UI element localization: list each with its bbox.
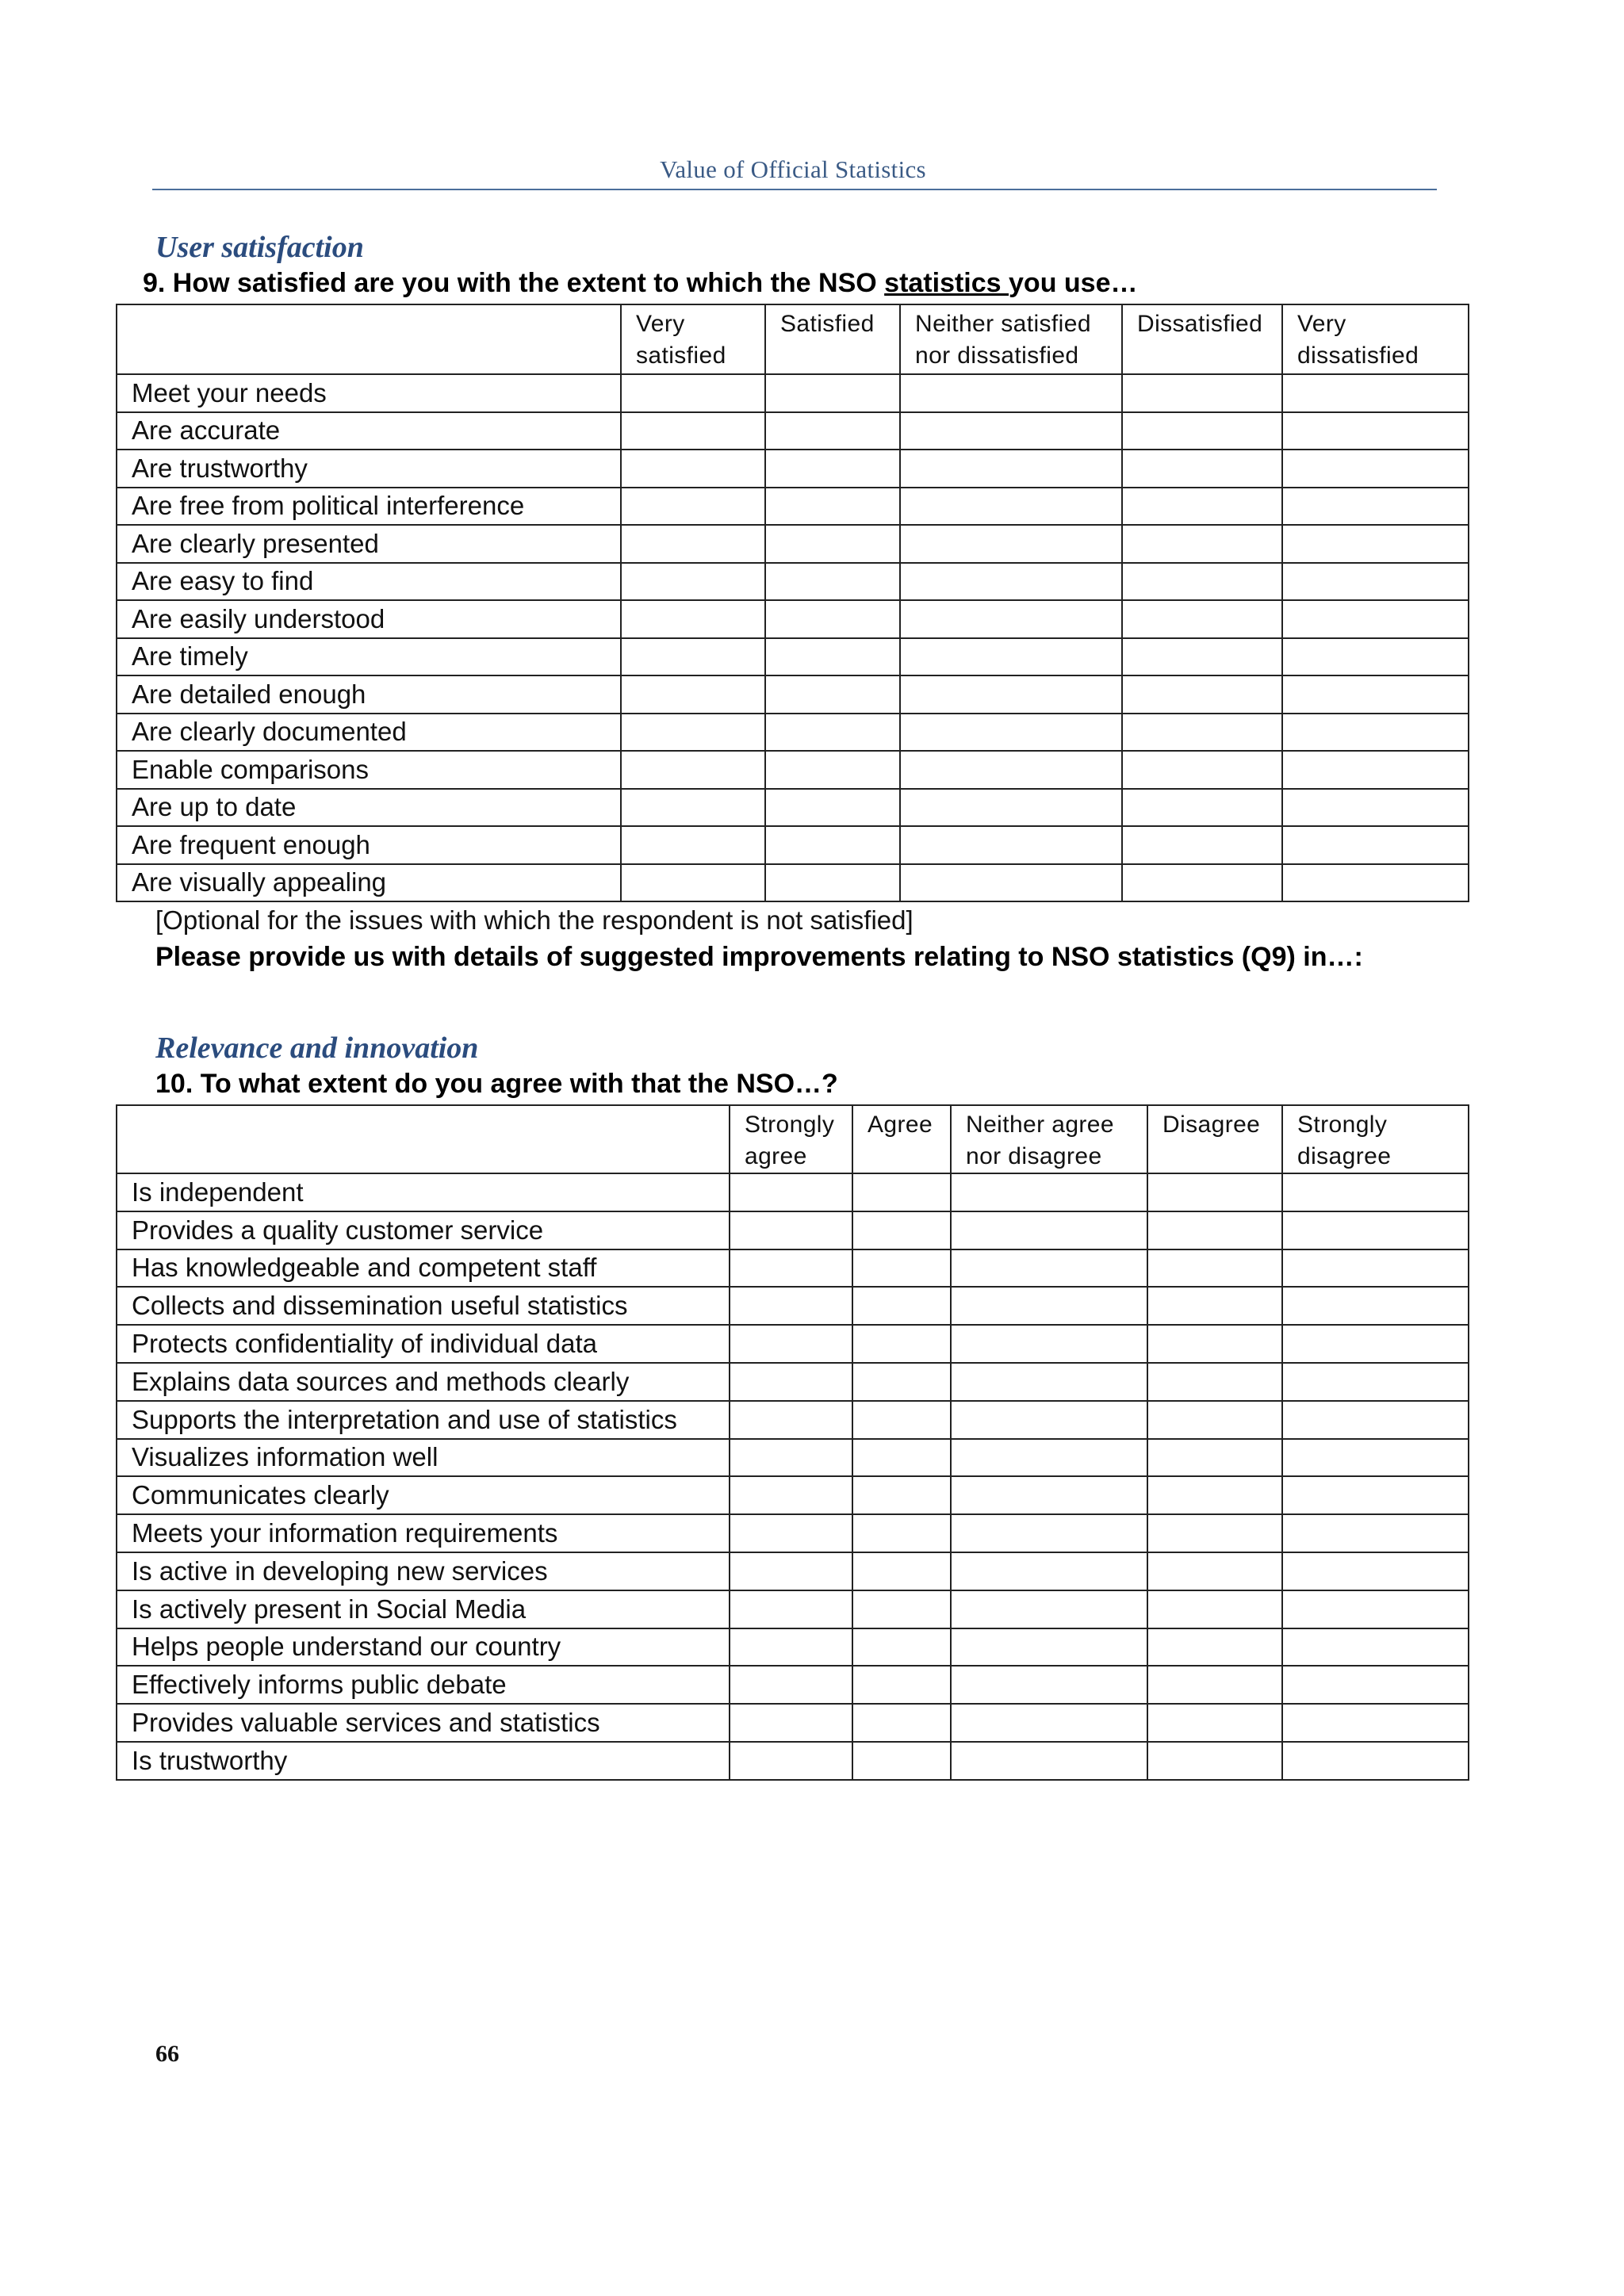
column-header: Strongly disagree	[1282, 1105, 1469, 1173]
answer-cell[interactable]	[1282, 1401, 1469, 1439]
row-label: Enable comparisons	[117, 751, 621, 789]
answer-cell[interactable]	[951, 1552, 1147, 1590]
question-9	[143, 268, 1138, 299]
answer-cell[interactable]	[951, 1742, 1147, 1780]
table-row	[117, 1439, 1469, 1477]
column-header: Dissatisfied	[1122, 304, 1282, 374]
table-row	[117, 1514, 1469, 1552]
table-row	[117, 1590, 1469, 1628]
page-number: 66	[155, 2041, 179, 2067]
answer-cell[interactable]	[1122, 751, 1282, 789]
answer-cell[interactable]	[1282, 1628, 1469, 1667]
answer-cell[interactable]	[852, 1325, 951, 1363]
answer-cell[interactable]	[730, 1363, 852, 1401]
answer-cell[interactable]	[951, 1666, 1147, 1704]
answer-cell[interactable]	[852, 1211, 951, 1249]
column-header: Agree	[852, 1105, 951, 1173]
table-row	[117, 450, 1469, 488]
answer-cell[interactable]	[765, 374, 900, 412]
question-10: 10. To what extent do you agree with that the NSO…?	[155, 1069, 838, 1099]
table-row	[117, 525, 1469, 563]
answer-cell[interactable]	[765, 600, 900, 638]
answer-cell[interactable]	[1122, 525, 1282, 563]
answer-cell[interactable]	[951, 1249, 1147, 1288]
column-header: Strongly agree	[730, 1105, 852, 1173]
answer-cell[interactable]	[852, 1552, 951, 1590]
answer-cell[interactable]	[951, 1363, 1147, 1401]
answer-cell[interactable]	[900, 374, 1122, 412]
answer-cell[interactable]	[900, 488, 1122, 526]
table-row	[117, 1173, 1469, 1211]
answer-cell[interactable]	[1282, 525, 1469, 563]
answer-cell[interactable]	[621, 751, 765, 789]
answer-cell[interactable]	[1282, 826, 1469, 864]
table-row	[117, 638, 1469, 676]
answer-cell[interactable]	[765, 675, 900, 714]
table-row	[117, 1363, 1469, 1401]
answer-cell[interactable]	[730, 1211, 852, 1249]
answer-cell[interactable]	[621, 864, 765, 902]
answer-cell[interactable]	[621, 600, 765, 638]
answer-cell[interactable]	[852, 1476, 951, 1514]
answer-cell[interactable]	[900, 412, 1122, 450]
row-label: Are free from political interference	[117, 488, 621, 526]
row-label: Are detailed enough	[117, 675, 621, 714]
answer-cell[interactable]	[765, 714, 900, 752]
answer-cell[interactable]	[730, 1552, 852, 1590]
row-label: Are trustworthy	[117, 450, 621, 488]
answer-cell[interactable]	[1282, 1552, 1469, 1590]
answer-cell[interactable]	[1147, 1325, 1282, 1363]
answer-cell[interactable]	[852, 1363, 951, 1401]
answer-cell[interactable]	[730, 1173, 852, 1211]
column-header: Neither satisfied nor dissatisfied	[900, 304, 1122, 374]
answer-cell[interactable]	[1282, 1742, 1469, 1780]
row-label: Collects and dissemination useful statistics	[117, 1287, 730, 1325]
answer-cell[interactable]	[730, 1628, 852, 1667]
column-header: Disagree	[1147, 1105, 1282, 1173]
answer-cell[interactable]	[1282, 374, 1469, 412]
answer-cell[interactable]	[1282, 751, 1469, 789]
answer-cell[interactable]	[621, 714, 765, 752]
answer-cell[interactable]	[951, 1590, 1147, 1628]
agreement-table-header	[117, 1105, 1469, 1173]
row-label: Are visually appealing	[117, 864, 621, 902]
answer-cell[interactable]	[621, 826, 765, 864]
answer-cell[interactable]	[1122, 450, 1282, 488]
row-label: Are timely	[117, 638, 621, 676]
answer-cell[interactable]	[1282, 450, 1469, 488]
answer-cell[interactable]	[1147, 1439, 1282, 1477]
table-row	[117, 675, 1469, 714]
table-row	[117, 1325, 1469, 1363]
answer-cell[interactable]	[765, 525, 900, 563]
answer-cell[interactable]	[852, 1173, 951, 1211]
column-header: Very satisfied	[621, 304, 765, 374]
answer-cell[interactable]	[1147, 1211, 1282, 1249]
row-label: Are clearly documented	[117, 714, 621, 752]
answer-cell[interactable]	[765, 638, 900, 676]
answer-cell[interactable]	[1282, 714, 1469, 752]
answer-cell[interactable]	[900, 789, 1122, 827]
answer-cell[interactable]	[1147, 1742, 1282, 1780]
table-row	[117, 374, 1469, 412]
table-row	[117, 751, 1469, 789]
answer-cell[interactable]	[951, 1401, 1147, 1439]
answer-cell[interactable]	[1147, 1514, 1282, 1552]
answer-cell[interactable]	[1147, 1704, 1282, 1742]
answer-cell[interactable]	[900, 675, 1122, 714]
answer-cell[interactable]	[1282, 412, 1469, 450]
answer-cell[interactable]	[1122, 714, 1282, 752]
row-label: Is actively present in Social Media	[117, 1590, 730, 1628]
answer-cell[interactable]	[1282, 1363, 1469, 1401]
answer-cell[interactable]	[1282, 488, 1469, 526]
satisfaction-table-header	[117, 304, 1469, 374]
section-title-user-satisfaction: User satisfaction	[155, 231, 364, 264]
answer-cell[interactable]	[900, 600, 1122, 638]
table-row	[117, 563, 1469, 601]
table-row	[117, 714, 1469, 752]
answer-cell[interactable]	[900, 826, 1122, 864]
answer-cell[interactable]	[621, 525, 765, 563]
answer-cell[interactable]	[900, 864, 1122, 902]
answer-cell[interactable]	[1282, 1590, 1469, 1628]
answer-cell[interactable]	[951, 1476, 1147, 1514]
answer-cell[interactable]	[1147, 1363, 1282, 1401]
improvements-prompt: Please provide us with details of suggested improvements relating to NSO statistics (Q9) in…:	[155, 942, 1363, 972]
answer-cell[interactable]	[1122, 600, 1282, 638]
answer-cell[interactable]	[852, 1401, 951, 1439]
row-label: Are frequent enough	[117, 826, 621, 864]
row-label: Are up to date	[117, 789, 621, 827]
answer-cell[interactable]	[1282, 600, 1469, 638]
answer-cell[interactable]	[730, 1325, 852, 1363]
answer-cell[interactable]	[900, 714, 1122, 752]
column-header: Very dissatisfied	[1282, 304, 1469, 374]
header-blank-cell	[117, 304, 621, 374]
table-row	[117, 1704, 1469, 1742]
answer-cell[interactable]	[1147, 1590, 1282, 1628]
answer-cell[interactable]	[621, 450, 765, 488]
answer-cell[interactable]	[951, 1514, 1147, 1552]
column-header: Satisfied	[765, 304, 900, 374]
answer-cell[interactable]	[621, 488, 765, 526]
answer-cell[interactable]	[730, 1476, 852, 1514]
answer-cell[interactable]	[1147, 1552, 1282, 1590]
table-row	[117, 1666, 1469, 1704]
answer-cell[interactable]	[900, 525, 1122, 563]
row-label: Protects confidentiality of individual data	[117, 1325, 730, 1363]
answer-cell[interactable]	[1147, 1173, 1282, 1211]
row-label: Are clearly presented	[117, 525, 621, 563]
answer-cell[interactable]	[1147, 1476, 1282, 1514]
answer-cell[interactable]	[730, 1666, 852, 1704]
row-label: Are easily understood	[117, 600, 621, 638]
answer-cell[interactable]	[1282, 1249, 1469, 1288]
answer-cell[interactable]	[765, 751, 900, 789]
running-header-title: Value of Official Statistics	[660, 155, 926, 183]
row-label: Has knowledgeable and competent staff	[117, 1249, 730, 1288]
table-row	[117, 789, 1469, 827]
answer-cell[interactable]	[951, 1704, 1147, 1742]
answer-cell[interactable]	[621, 412, 765, 450]
answer-cell[interactable]	[730, 1439, 852, 1477]
table-row	[117, 1401, 1469, 1439]
row-label: Effectively informs public debate	[117, 1666, 730, 1704]
row-label: Provides a quality customer service	[117, 1211, 730, 1249]
answer-cell[interactable]	[951, 1287, 1147, 1325]
row-label: Are easy to find	[117, 563, 621, 601]
row-label: Visualizes information well	[117, 1439, 730, 1477]
row-label: Is trustworthy	[117, 1742, 730, 1780]
answer-cell[interactable]	[1147, 1287, 1282, 1325]
answer-cell[interactable]	[1282, 1211, 1469, 1249]
answer-cell[interactable]	[1282, 789, 1469, 827]
answer-cell[interactable]	[730, 1742, 852, 1780]
answer-cell[interactable]	[852, 1249, 951, 1288]
answer-cell[interactable]	[1122, 412, 1282, 450]
row-label: Supports the interpretation and use of statistics	[117, 1401, 730, 1439]
answer-cell[interactable]	[1282, 1287, 1469, 1325]
table-row	[117, 1211, 1469, 1249]
answer-cell[interactable]	[621, 789, 765, 827]
agreement-table	[116, 1104, 1469, 1781]
table-row	[117, 1287, 1469, 1325]
answer-cell[interactable]	[1282, 638, 1469, 676]
table-row	[117, 488, 1469, 526]
answer-cell[interactable]	[1147, 1666, 1282, 1704]
answer-cell[interactable]	[852, 1704, 951, 1742]
section-title-relevance-innovation: Relevance and innovation	[155, 1031, 479, 1065]
answer-cell[interactable]	[852, 1742, 951, 1780]
row-label: Explains data sources and methods clearly	[117, 1363, 730, 1401]
table-row	[117, 1742, 1469, 1780]
answer-cell[interactable]	[1282, 1325, 1469, 1363]
answer-cell[interactable]	[852, 1439, 951, 1477]
answer-cell[interactable]	[765, 450, 900, 488]
answer-cell[interactable]	[765, 563, 900, 601]
table-row	[117, 412, 1469, 450]
row-label: Meet your needs	[117, 374, 621, 412]
answer-cell[interactable]	[1282, 1439, 1469, 1477]
answer-cell[interactable]	[730, 1249, 852, 1288]
answer-cell[interactable]	[1122, 826, 1282, 864]
row-label: Provides valuable services and statistics	[117, 1704, 730, 1742]
row-label: Is independent	[117, 1173, 730, 1211]
table-row	[117, 1628, 1469, 1667]
question-9-text-end: you use…	[1009, 268, 1138, 298]
answer-cell[interactable]	[1122, 675, 1282, 714]
answer-cell[interactable]	[730, 1590, 852, 1628]
answer-cell[interactable]	[1147, 1628, 1282, 1667]
answer-cell[interactable]	[1282, 1173, 1469, 1211]
header-divider	[152, 189, 1437, 190]
answer-cell[interactable]	[951, 1439, 1147, 1477]
row-label: Communicates clearly	[117, 1476, 730, 1514]
answer-cell[interactable]	[621, 374, 765, 412]
answer-cell[interactable]	[1122, 488, 1282, 526]
answer-cell[interactable]	[765, 412, 900, 450]
answer-cell[interactable]	[900, 638, 1122, 676]
satisfaction-table	[116, 304, 1469, 902]
answer-cell[interactable]	[730, 1514, 852, 1552]
answer-cell[interactable]	[621, 675, 765, 714]
column-header: Neither agree nor disagree	[951, 1105, 1147, 1173]
answer-cell[interactable]	[852, 1287, 951, 1325]
answer-cell[interactable]	[730, 1704, 852, 1742]
answer-cell[interactable]	[951, 1628, 1147, 1667]
answer-cell[interactable]	[951, 1211, 1147, 1249]
answer-cell[interactable]	[900, 450, 1122, 488]
answer-cell[interactable]	[730, 1401, 852, 1439]
answer-cell[interactable]	[852, 1514, 951, 1552]
answer-cell[interactable]	[1282, 563, 1469, 601]
answer-cell[interactable]	[765, 864, 900, 902]
header-blank-cell	[117, 1105, 730, 1173]
row-label: Helps people understand our country	[117, 1628, 730, 1667]
answer-cell[interactable]	[765, 488, 900, 526]
table-row	[117, 864, 1469, 902]
answer-cell[interactable]	[852, 1666, 951, 1704]
answer-cell[interactable]	[1282, 1476, 1469, 1514]
answer-cell[interactable]	[1122, 789, 1282, 827]
answer-cell[interactable]	[1122, 374, 1282, 412]
answer-cell[interactable]	[1147, 1249, 1282, 1288]
row-label: Are accurate	[117, 412, 621, 450]
table-row	[117, 1552, 1469, 1590]
answer-cell[interactable]	[951, 1325, 1147, 1363]
row-label: Meets your information requirements	[117, 1514, 730, 1552]
answer-cell[interactable]	[621, 638, 765, 676]
row-label: Is active in developing new services	[117, 1552, 730, 1590]
answer-cell[interactable]	[621, 563, 765, 601]
answer-cell[interactable]	[1122, 563, 1282, 601]
answer-cell[interactable]	[900, 563, 1122, 601]
answer-cell[interactable]	[1282, 1666, 1469, 1704]
answer-cell[interactable]	[1282, 675, 1469, 714]
answer-cell[interactable]	[765, 826, 900, 864]
table-row	[117, 1249, 1469, 1288]
answer-cell[interactable]	[730, 1287, 852, 1325]
answer-cell[interactable]	[951, 1173, 1147, 1211]
question-9-text-start: 9. How satisfied are you with the extent to which the NSO	[143, 268, 885, 298]
question-9-underlined-word: statistics	[884, 268, 1009, 298]
answer-cell[interactable]	[900, 751, 1122, 789]
answer-cell[interactable]	[1282, 1704, 1469, 1742]
answer-cell[interactable]	[852, 1590, 951, 1628]
answer-cell[interactable]	[1147, 1401, 1282, 1439]
answer-cell[interactable]	[1122, 638, 1282, 676]
table-row	[117, 1476, 1469, 1514]
optional-note: [Optional for the issues with which the respondent is not satisfied]	[155, 905, 914, 935]
table-row	[117, 600, 1469, 638]
answer-cell[interactable]	[1282, 864, 1469, 902]
answer-cell[interactable]	[1282, 1514, 1469, 1552]
answer-cell[interactable]	[852, 1628, 951, 1667]
table-row	[117, 826, 1469, 864]
answer-cell[interactable]	[1122, 864, 1282, 902]
answer-cell[interactable]	[765, 789, 900, 827]
